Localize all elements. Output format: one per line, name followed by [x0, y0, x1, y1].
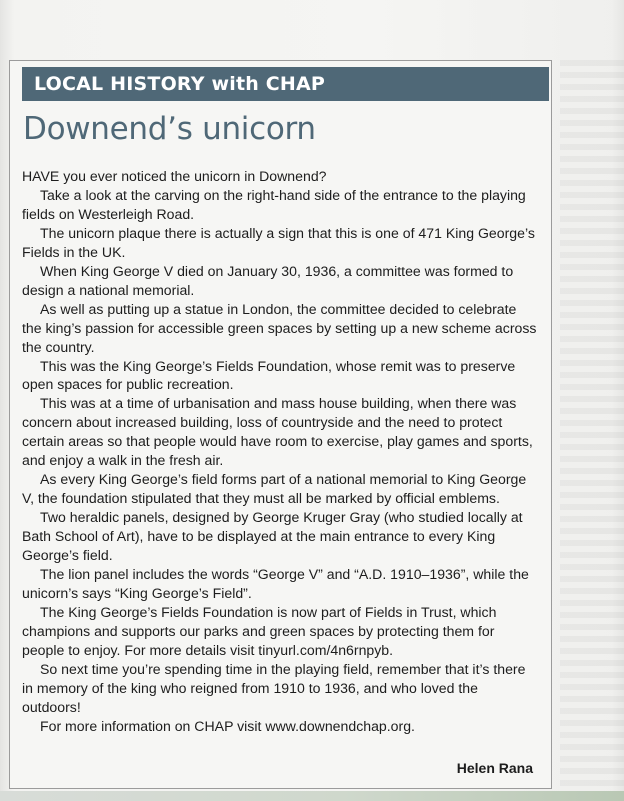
section-banner [22, 67, 549, 101]
article-headline: Downend’s unicorn [23, 111, 316, 147]
article-box [9, 60, 552, 789]
article-paragraph: This was the King George’s Fields Foundation, whose remit was to preserve open spaces for public recreation. [22, 357, 516, 393]
article-paragraph: The King George’s Fields Foundation is now part of Fields in Trust, which champions and supports our parks and green spaces by protecting them for people to enjoy. For more details visit tinyurl.com/4n6rnpyb. [22, 603, 497, 658]
page-bottom-strip [0, 791, 624, 801]
article-paragraph: This was at a time of urbanisation and mass house building, when there was concern about increased building, loss of countryside and the need to protect certain areas so that people would have room to exercise, play games and sports, and enjoy a walk in the fresh air. [22, 395, 533, 469]
article-paragraph: For more information on CHAP visit www.downendchap.org. [40, 717, 415, 734]
article-paragraph: HAVE you ever noticed the unicorn in Downend? [22, 168, 327, 184]
article-paragraph: Take a look at the carving on the right-hand side of the entrance to the playing fields on Westerleigh Road. [22, 186, 526, 222]
article-body [22, 167, 538, 736]
article-paragraph: The lion panel includes the words “George V” and “A.D. 1910–1936”, while the unicorn’s says “King George’s Field”. [22, 566, 529, 601]
article-paragraph: So next time you’re spending time in the playing field, remember that it’s there in memory of the king who reigned from 1910 to 1936, and who loved the outdoors! [22, 660, 526, 715]
article-byline: Helen Rana [456, 760, 533, 776]
article-paragraph: The unicorn plaque there is actually a sign that this is one of 471 King George’s Fields in the UK. [22, 224, 535, 260]
article-paragraph: Two heraldic panels, designed by George Kruger Gray (who studied locally at Bath School of Art), have to be displayed at the main entrance to every King George’s field. [22, 509, 523, 564]
article-paragraph: As every King George’s field forms part of a national memorial to King George V, the foundation stipulated that they must all be marked by official emblems. [22, 471, 527, 507]
scan-edge [612, 0, 624, 801]
article-paragraph: As well as putting up a statue in London, the committee decided to celebrate the king’s passion for accessible green spaces by setting up a new scheme across the country. [22, 300, 537, 355]
section-banner-label: LOCAL HISTORY with CHAP [34, 73, 326, 95]
article-paragraph: When King George V died on January 30, 1936, a committee was formed to design a national memorial. [22, 262, 514, 298]
